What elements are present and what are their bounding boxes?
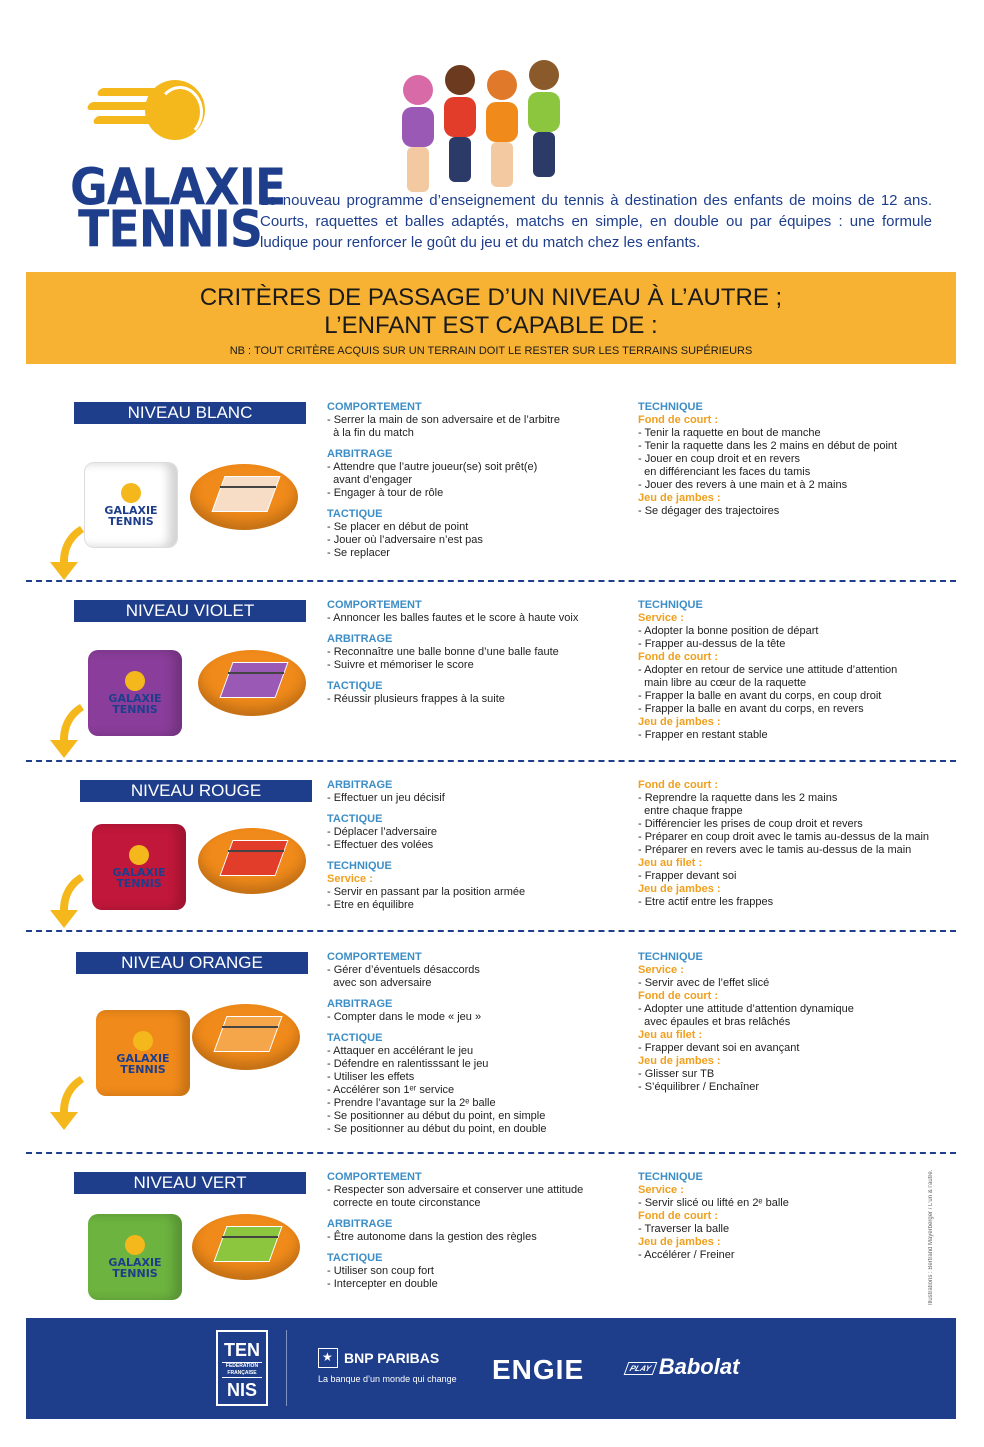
criterion-item: - Se replacer xyxy=(327,547,390,559)
subsection-heading: Fond de court : xyxy=(638,414,719,426)
criterion-item: - Différencier les prises de coup droit et revers xyxy=(638,818,863,830)
criterion-item: - Effectuer un jeu décisif xyxy=(327,792,445,804)
criteria-column-left xyxy=(327,401,560,560)
section-heading: ARBITRAGE xyxy=(327,633,393,645)
kids-illustration xyxy=(380,45,570,185)
subsection-heading: Jeu de jambes : xyxy=(638,716,721,728)
court-surface xyxy=(211,476,280,512)
section-heading: ARBITRAGE xyxy=(327,1218,393,1230)
criterion-item: - Intercepter en double xyxy=(327,1278,438,1290)
section-heading: TECHNIQUE xyxy=(638,599,703,611)
criterion-item: - Frapper la balle en avant du corps, en coup droit xyxy=(638,690,882,702)
kid-figure xyxy=(400,75,436,185)
level-divider xyxy=(26,580,956,582)
criterion-item: correcte en toute circonstance xyxy=(327,1197,481,1209)
subsection-heading: Fond de court : xyxy=(638,651,719,663)
court-surface xyxy=(213,1016,282,1052)
wristband-logo-line1: GALAXIE xyxy=(104,504,158,517)
wristband-image xyxy=(92,824,186,910)
section-heading: TACTIQUE xyxy=(327,508,383,520)
spacer xyxy=(327,440,560,448)
fft-logo-mid xyxy=(222,1362,262,1378)
criterion-item: - Traverser la balle xyxy=(638,1223,730,1235)
court-net xyxy=(228,850,284,852)
tennis-ball-icon xyxy=(133,1031,153,1051)
criterion-item: avant d’engager xyxy=(327,474,413,486)
criterion-item: à la fin du match xyxy=(327,427,414,439)
wristband-logo xyxy=(112,845,165,889)
criterion-item: - Engager à tour de rôle xyxy=(327,487,444,499)
wristband-logo xyxy=(104,483,157,527)
criterion-item: - Utiliser les effets xyxy=(327,1071,415,1083)
criterion-item: - Attendre que l’autre joueur(se) soit prêt(e) xyxy=(327,461,538,473)
court-pad-image xyxy=(192,1004,300,1070)
section-heading: COMPORTEMENT xyxy=(327,1171,422,1183)
tennis-ball-icon xyxy=(121,483,141,503)
criterion-item: - Tenir la raquette en bout de manche xyxy=(638,427,821,439)
section-heading: TACTIQUE xyxy=(327,813,383,825)
court-pad-image xyxy=(198,650,306,716)
criterion-item: - Compter dans le mode « jeu » xyxy=(327,1011,482,1023)
criterion-item: entre chaque frappe xyxy=(638,805,743,817)
court-surface xyxy=(219,840,288,876)
criterion-item: - Serrer la main de son adversaire et de l’arbitre xyxy=(327,414,560,426)
criterion-item: - Frapper devant soi xyxy=(638,870,737,882)
spacer xyxy=(327,625,578,633)
criterion-item: - Reconnaître une balle bonne d’une balle faute xyxy=(327,646,559,658)
spacer xyxy=(327,852,525,860)
criterion-item: - Déplacer l’adversaire xyxy=(327,826,438,838)
section-heading: ARBITRAGE xyxy=(327,998,393,1010)
wristband-logo xyxy=(108,1235,161,1279)
section-heading: TACTIQUE xyxy=(327,1252,383,1264)
court-surface xyxy=(219,662,288,698)
criterion-item: - Se placer en début de point xyxy=(327,521,469,533)
next-level-arrow-icon xyxy=(46,1074,86,1132)
wristband-logo-line1: GALAXIE xyxy=(116,1052,170,1065)
fft-logo-top: TEN xyxy=(224,1340,260,1360)
section-heading: ARBITRAGE xyxy=(327,779,393,791)
criterion-item: - S’équilibrer / Enchaîner xyxy=(638,1081,760,1093)
level-title: NIVEAU BLANC xyxy=(74,402,306,424)
court-net xyxy=(228,672,284,674)
subsection-heading: Jeu au filet : xyxy=(638,857,703,869)
tennis-ball-icon xyxy=(145,80,205,140)
level-title: NIVEAU ORANGE xyxy=(76,952,308,974)
banner-title-line1: CRITÈRES DE PASSAGE D’UN NIVEAU À L’AUTRE ; xyxy=(199,284,783,311)
criterion-item: - Défendre en ralentisssant le jeu xyxy=(327,1058,489,1070)
criterion-item: - Adopter une attitude d’attention dynamique xyxy=(638,1003,854,1015)
section-heading: TECHNIQUE xyxy=(638,951,703,963)
level-title: NIVEAU ROUGE xyxy=(80,780,312,802)
criterion-item: - Respecter son adversaire et conserver une attitude xyxy=(327,1184,584,1196)
wristband-logo-line2: TENNIS xyxy=(120,1063,166,1076)
subsection-heading: Jeu de jambes : xyxy=(638,492,721,504)
wristband-logo-line2: TENNIS xyxy=(108,515,154,528)
criterion-item: - Reprendre la raquette dans les 2 mains xyxy=(638,792,838,804)
kid-figure xyxy=(442,65,478,185)
criterion-item: avec son adversaire xyxy=(327,977,432,989)
footer-divider xyxy=(286,1330,287,1406)
criteria-column-right xyxy=(638,599,897,742)
criterion-item: - Se dégager des trajectoires xyxy=(638,505,780,517)
wristband-image xyxy=(88,1214,182,1300)
spacer xyxy=(327,1024,547,1032)
criteria-column-left xyxy=(327,779,525,912)
criterion-item: - Accélérer son 1ᵉʳ service xyxy=(327,1084,455,1096)
criterion-item: - Servir en passant par la position armée xyxy=(327,886,526,898)
criterion-item: - Préparer en coup droit avec le tamis au-dessus de la main xyxy=(638,831,930,843)
criterion-item: - Réussir plusieurs frappes à la suite xyxy=(327,693,505,705)
section-heading: COMPORTEMENT xyxy=(327,599,422,611)
subsection-heading: Jeu de jambes : xyxy=(638,1055,721,1067)
criteria-column-left xyxy=(327,599,578,706)
wristband-logo xyxy=(116,1031,169,1075)
court-net xyxy=(222,1236,278,1238)
wristband-logo-line1: GALAXIE xyxy=(112,866,166,879)
tennis-ball-icon xyxy=(125,1235,145,1255)
spacer xyxy=(327,1210,583,1218)
criterion-item: - Servir avec de l’effet slicé xyxy=(638,977,770,989)
court-pad-image xyxy=(192,1214,300,1280)
section-heading: TECHNIQUE xyxy=(638,401,703,413)
criterion-item: main libre au cœur de la raquette xyxy=(638,677,807,689)
criterion-item: - Servir slicé ou lifté en 2ᵉ balle xyxy=(638,1197,789,1209)
wristband-logo-line1: GALAXIE xyxy=(108,692,162,705)
criterion-item: - Adopter en retour de service une attitude d’attention xyxy=(638,664,898,676)
section-heading: TECHNIQUE xyxy=(638,1171,703,1183)
criterion-item: - Etre en équilibre xyxy=(327,899,414,911)
criterion-item: - Tenir la raquette dans les 2 mains en début de point xyxy=(638,440,898,452)
criteria-column-right xyxy=(638,779,929,909)
criterion-item: - Frapper en restant stable xyxy=(638,729,768,741)
criteria-column-right xyxy=(638,401,897,518)
babolat-name: Babolat xyxy=(658,1354,740,1379)
court-surface xyxy=(213,1226,282,1262)
next-level-arrow-icon xyxy=(46,872,86,930)
illustration-credit: Illustrations : Bertrand Mayerberger / L’un & l’autre. xyxy=(928,1169,934,1305)
bnp-tagline: La banque d’un monde qui change xyxy=(318,1374,457,1384)
criterion-item: - Frapper au-dessus de la tête xyxy=(638,638,786,650)
banner-title-line2: L’ENFANT EST CAPABLE DE : xyxy=(324,312,658,339)
logo-word-galaxie: GALAXIE xyxy=(70,157,286,217)
criterion-item: - Glisser sur TB xyxy=(638,1068,715,1080)
level-divider xyxy=(26,760,956,762)
subsection-heading: Service : xyxy=(638,964,684,976)
section-heading: TACTIQUE xyxy=(327,1032,383,1044)
section-heading: COMPORTEMENT xyxy=(327,401,422,413)
court-pad-image xyxy=(190,464,298,530)
spacer xyxy=(327,990,547,998)
court-net xyxy=(222,1026,278,1028)
criterion-item: - Se positionner au début du point, en simple xyxy=(327,1110,546,1122)
wristband-image xyxy=(84,462,178,548)
bnp-paribas-logo xyxy=(318,1348,457,1384)
engie-logo: ENGIE xyxy=(492,1354,585,1385)
criterion-item: - Se positionner au début du point, en double xyxy=(327,1123,547,1135)
wristband-logo-line2: TENNIS xyxy=(112,1267,158,1280)
criterion-item: - Etre actif entre les frappes xyxy=(638,896,774,908)
subsection-heading: Fond de court : xyxy=(638,990,719,1002)
criterion-item: - Accélérer / Freiner xyxy=(638,1249,735,1261)
wristband-logo-line1: GALAXIE xyxy=(108,1256,162,1269)
intro-text: Le nouveau programme d’enseignement du tennis à destination des enfants de moins de 12 ans. Courts, raquettes et balles adaptés, matchs en simple, en double ou par équipes : une formule ludique pour renforcer le goût du jeu et du match chez les enfants. xyxy=(260,192,932,251)
criterion-item: - Frapper devant soi en avançant xyxy=(638,1042,800,1054)
next-level-arrow-icon xyxy=(46,702,86,760)
tennis-ball-icon xyxy=(125,671,145,691)
sponsor-footer xyxy=(26,1318,956,1419)
level-divider xyxy=(26,1152,956,1154)
subsection-heading: Service : xyxy=(638,612,684,624)
spacer xyxy=(327,500,560,508)
subsection-heading: Fond de court : xyxy=(638,779,719,791)
criterion-item: - Jouer en coup droit et en revers xyxy=(638,453,801,465)
criterion-item: - Effectuer des volées xyxy=(327,839,434,851)
kid-figure xyxy=(484,70,520,185)
section-heading: COMPORTEMENT xyxy=(327,951,422,963)
galaxie-tennis-logo xyxy=(70,70,286,259)
section-heading: TACTIQUE xyxy=(327,680,383,692)
subsection-heading: Jeu de jambes : xyxy=(638,1236,721,1248)
bnp-name: BNP PARIBAS xyxy=(344,1350,440,1366)
criterion-item: - Être autonome dans la gestion des règles xyxy=(327,1231,537,1243)
criterion-item: - Utiliser son coup fort xyxy=(327,1265,434,1277)
criterion-item: - Prendre l’avantage sur la 2ᵉ balle xyxy=(327,1097,496,1109)
fft-logo-mid2: FRANÇAISE xyxy=(227,1370,257,1376)
fft-logo-bottom: NIS xyxy=(226,1380,257,1400)
banner-note: NB : TOUT CRITÈRE ACQUIS SUR UN TERRAIN DOIT LE RESTER SUR LES TERRAINS SUPÉRIEURS xyxy=(229,345,753,357)
criteria-column-right xyxy=(638,1171,789,1262)
fft-logo-mid1: FÉDÉRATION xyxy=(225,1363,259,1369)
criteria-column-left xyxy=(327,1171,583,1291)
wristband-logo-line2: TENNIS xyxy=(112,703,158,716)
wristband-image xyxy=(96,1010,190,1096)
wristband-image xyxy=(88,650,182,736)
subsection-heading: Jeu de jambes : xyxy=(638,883,721,895)
fft-logo xyxy=(216,1330,268,1406)
criteria-banner xyxy=(26,272,956,364)
spacer xyxy=(327,1244,583,1252)
wristband-logo-line2: TENNIS xyxy=(116,877,162,890)
subsection-heading: Service : xyxy=(327,873,373,885)
tennis-ball-icon xyxy=(129,845,149,865)
criterion-item: - Gérer d’éventuels désaccords xyxy=(327,964,480,976)
criterion-item: avec épaules et bras relâchés xyxy=(638,1016,791,1028)
babolat-play-badge: PLAY xyxy=(624,1362,657,1375)
spacer xyxy=(327,805,525,813)
section-heading: TECHNIQUE xyxy=(327,860,392,872)
criterion-item: - Suivre et mémoriser le score xyxy=(327,659,474,671)
criterion-item: - Préparer en revers avec le tamis au-dessus de la main xyxy=(638,844,912,856)
criterion-item: - Frapper la balle en avant du corps, en revers xyxy=(638,703,864,715)
level-title: NIVEAU VIOLET xyxy=(74,600,306,622)
criterion-item: - Annoncer les balles fautes et le score à haute voix xyxy=(327,612,579,624)
subsection-heading: Fond de court : xyxy=(638,1210,719,1222)
criteria-column-right xyxy=(638,951,854,1094)
level-divider xyxy=(26,930,956,932)
logo-word-tennis: TENNIS xyxy=(78,199,263,259)
criterion-item: - Jouer des revers à une main et à 2 mains xyxy=(638,479,848,491)
criterion-item: - Jouer où l’adversaire n’est pas xyxy=(327,534,483,546)
criteria-column-left xyxy=(327,951,547,1136)
kid-figure xyxy=(526,60,562,185)
next-level-arrow-icon xyxy=(46,524,86,582)
subsection-heading: Service : xyxy=(638,1184,684,1196)
subsection-heading: Jeu au filet : xyxy=(638,1029,703,1041)
spacer xyxy=(327,672,578,680)
criterion-item: - Attaquer en accélérant le jeu xyxy=(327,1045,474,1057)
level-title: NIVEAU VERT xyxy=(74,1172,306,1194)
court-pad-image xyxy=(198,828,306,894)
criterion-item: - Adopter la bonne position de départ xyxy=(638,625,819,637)
court-net xyxy=(220,486,276,488)
criterion-item: en différenciant les faces du tamis xyxy=(638,466,811,478)
bnp-star-icon xyxy=(318,1348,338,1368)
wristband-logo xyxy=(108,671,161,715)
section-heading: ARBITRAGE xyxy=(327,448,393,460)
babolat-logo xyxy=(626,1354,739,1380)
